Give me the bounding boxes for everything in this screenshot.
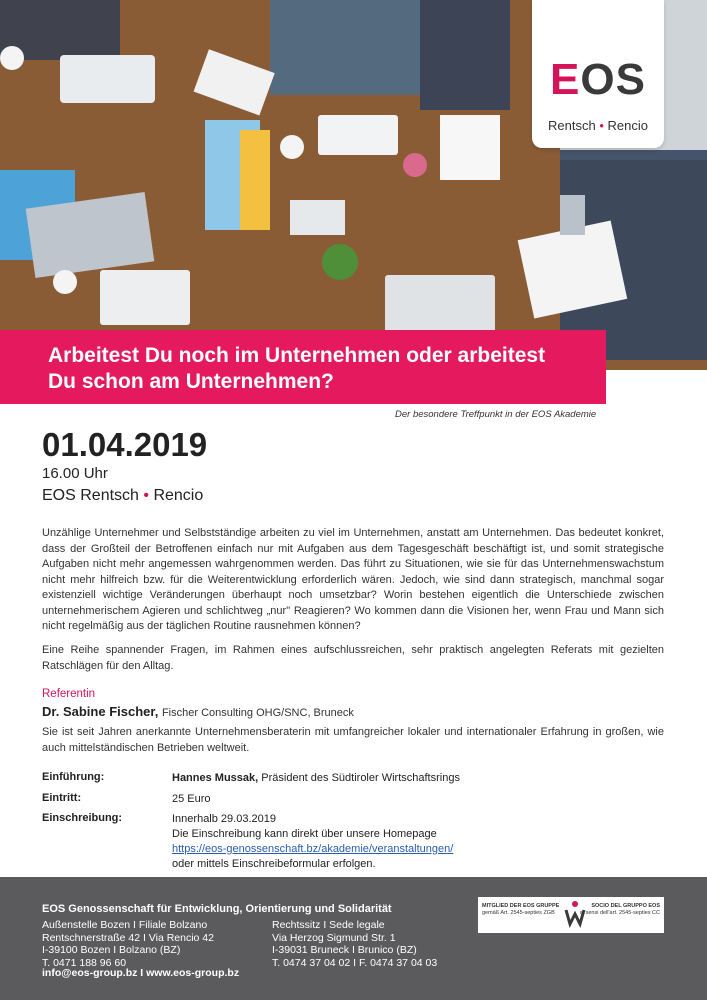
badge-right-title: SOCIO DEL GRUPPO EOS (591, 903, 660, 909)
venue-right: Rencio (153, 487, 204, 504)
badge-right (580, 903, 660, 917)
speaker-line (42, 704, 354, 719)
logo-sub-right: Rencio (607, 118, 648, 133)
intro-role: Präsident des Südtiroler Wirtschaftsrings (261, 772, 460, 784)
badge-right-sub: ai sensi dell'art. 2545-septies CC (579, 910, 660, 916)
eos-group-badge (478, 897, 664, 933)
registration-alt: oder mittels Einschreibeformular erfolgen. (172, 858, 376, 870)
badge-left-sub: gemäß Art. 2545-septies ZGB (482, 910, 555, 916)
tagline: Der besondere Treffpunkt in der EOS Akademie (395, 409, 597, 420)
event-title-line-2: Du schon am Unternehmen? (48, 370, 334, 393)
logo-letter-e: E (550, 55, 581, 104)
registration-label: Einschreibung: (42, 812, 123, 824)
venue-left: EOS Rentsch (42, 487, 139, 504)
entry-value: 25 Euro (172, 793, 211, 805)
registration-deadline: Innerhalb 29.03.2019 (172, 813, 276, 825)
logo-sub-left: Rentsch (548, 118, 596, 133)
event-venue (42, 487, 203, 505)
footer-right-line: I-39031 Bruneck I Brunico (BZ) (272, 944, 417, 957)
venue-separator: • (143, 487, 149, 504)
footer-left-line: I-39100 Bozen I Bolzano (BZ) (42, 944, 181, 957)
logo-separator: • (599, 118, 604, 133)
footer-title: EOS Genossenschaft für Entwicklung, Orientierung und Solidarität (42, 903, 392, 915)
badge-left (482, 903, 559, 917)
description-paragraph-1: Unzählige Unternehmer und Selbstständige arbeiten zu viel im Unternehmen, anstatt am Unternehmen. Das bedeutet konkret, dass der Großteil der Betroffenen einfach nur mit Aufgaben aus dem Tagesgeschäft beschäftigt ist, und somit strategische Aufgaben nicht mehr angemessen wahrgenommen werden. Das führt zu Situationen, wie sie für das Unternehmenswachstum nicht mehr hilfreich bzw. für die Weiterentwicklung erforderlich wären. Jedoch, wie sind dann strategisch, manchmal sogar existenziell wichtige Veränderungen überhaupt noch umsetzbar? Worin bestehen eigentlich die Unterschiede zwischen unternehmerischem Agieren und schlichtweg „nur" Reagieren? Wo kommen dann die Visionen her, wenn Frau und Mann sich nicht regelmäßig aus der täglichen Routine rausnehmen können? (42, 527, 664, 632)
logo-letters-os: OS (580, 55, 646, 104)
footer-right-line: Via Herzog Sigmund Str. 1 (272, 931, 396, 944)
logo-subtitle (532, 118, 664, 133)
footer-address-bruneck (272, 919, 437, 969)
event-time: 16.00 Uhr (42, 465, 108, 482)
description-paragraph-2: Eine Reihe spannender Fragen, im Rahmen eines aufschlussreichen, sehr praktisch angelegten Referats mit gezielten Ratschlägen für den Alltag. (42, 644, 664, 672)
footer-left-line: T. 0471 188 96 60 (42, 956, 127, 969)
registration-info: Die Einschreibung kann direkt über unsere Homepage (172, 828, 437, 840)
speaker-label: Referentin (42, 688, 96, 700)
registration-value (172, 812, 453, 872)
event-title (48, 343, 608, 395)
speaker-bio: Sie ist seit Jahren anerkannte Unternehmensberaterin mit umfangreicher lokaler und internationaler Erfahrung in großen, wie auch mittelständischen Betrieben weltweit. (42, 726, 664, 754)
speaker-name: Dr. Sabine Fischer, (42, 704, 159, 719)
footer-right-line: T. 0474 37 04 02 I F. 0474 37 04 03 (272, 956, 438, 969)
logo-wordmark (532, 55, 664, 104)
badge-left-title: MITGLIED DER EOS GRUPPE (482, 903, 560, 909)
footer (0, 877, 707, 1000)
intro-name: Hannes Mussak, (172, 772, 259, 784)
footer-left-line: Rentschnerstraße 42 I Via Rencio 42 (42, 931, 214, 944)
footer-address-bozen (42, 919, 214, 969)
eos-logo (532, 0, 664, 148)
footer-contact[interactable]: info@eos-group.bz I www.eos-group.bz (42, 967, 240, 979)
event-title-line-1: Arbeitest Du noch im Unternehmen oder arbeitest (48, 344, 546, 367)
intro-value (172, 771, 460, 786)
event-date: 01.04.2019 (42, 426, 208, 463)
entry-label: Eintritt: (42, 792, 82, 804)
registration-link[interactable]: https://eos-genossenschaft.bz/akademie/veranstaltungen/ (172, 843, 454, 855)
intro-label: Einführung: (42, 771, 105, 783)
footer-right-line: Rechtssitz I Sede legale (272, 919, 385, 931)
speaker-org: Fischer Consulting OHG/SNC, Bruneck (161, 707, 354, 719)
footer-left-line: Außenstelle Bozen I Filiale Bolzano (42, 919, 208, 931)
